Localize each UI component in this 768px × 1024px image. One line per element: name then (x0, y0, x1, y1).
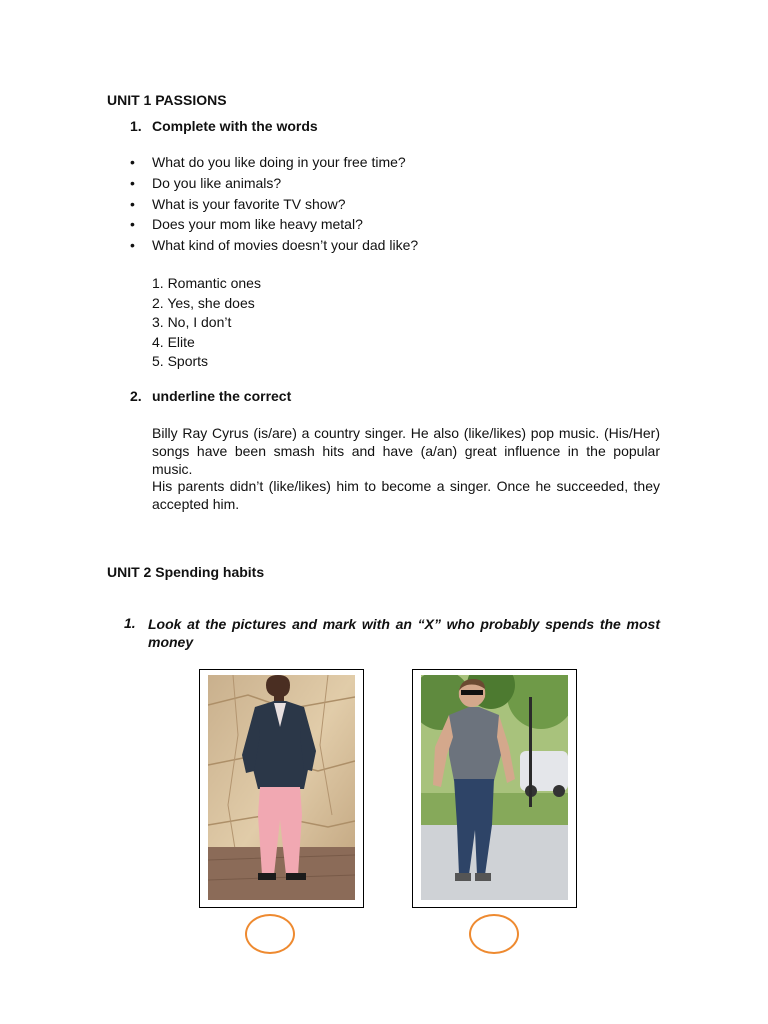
unit1-ex1-title: Complete with the words (152, 118, 318, 134)
exercise-paragraph: His parents didn’t (like/likes) him to become a singer. Once he succeeded, they accepted him. (152, 478, 660, 512)
list-item: • What is your favorite TV show? (130, 194, 418, 215)
bullet-icon: • (130, 174, 135, 191)
list-item: • What kind of movies doesn’t your dad like? (130, 235, 418, 256)
list-item: 2. Yes, she does (152, 294, 255, 311)
answer-list (152, 274, 261, 372)
list-item: • Do you like animals? (130, 173, 418, 194)
photo-frame-left (199, 669, 364, 908)
photo-frame-right (412, 669, 577, 908)
list-item: 4. Elite (152, 333, 195, 350)
answer-circle-right[interactable] (469, 914, 519, 954)
list-item: 5. Sports (152, 353, 209, 369)
unit1-ex2-number: 2. (130, 388, 142, 404)
unit2-ex1-instruction: Look at the pictures and mark with an “X” who probably spends the most money (148, 616, 660, 650)
list-item: • What do you like doing in your free time? (130, 152, 418, 173)
unit2-ex1-number: 1. (124, 615, 136, 631)
man-in-grey-tshirt-image (421, 675, 568, 900)
unit1-ex1-number: 1. (130, 118, 142, 134)
unit1-ex1-heading (130, 118, 318, 134)
unit1-ex2-heading (130, 388, 291, 404)
list-item: • Does your mom like heavy metal? (130, 214, 418, 235)
question-list (130, 152, 418, 256)
unit1-ex2-title: underline the correct (152, 388, 292, 404)
unit2-ex1-instruction-block (124, 615, 660, 651)
exercise-paragraph: Billy Ray Cyrus (is/are) a country singer. He also (like/likes) pop music. (His/Her) songs have been smash hits and have (a/an) great influence in the popular music. (152, 425, 660, 477)
bullet-icon: • (130, 216, 135, 233)
bullet-icon: • (130, 154, 135, 170)
unit2-title: UNIT 2 Spending habits (107, 564, 265, 580)
unit1-title: UNIT 1 PASSIONS (107, 92, 227, 108)
answer-circle-left[interactable] (245, 914, 295, 954)
man-in-pink-trousers-image (208, 675, 355, 900)
bullet-icon: • (130, 237, 135, 254)
bullet-icon: • (130, 195, 135, 212)
list-item: 3. No, I don’t (152, 314, 232, 330)
list-item: 1. Romantic ones (152, 275, 261, 291)
